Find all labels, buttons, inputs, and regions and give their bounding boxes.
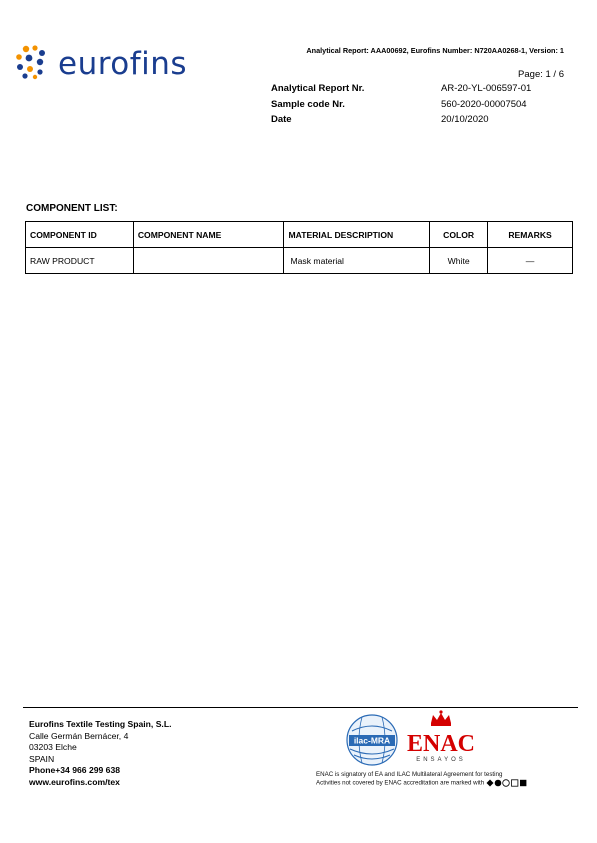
column-header: COLOR — [430, 222, 488, 248]
enac-logo-text: ENAC — [406, 731, 476, 757]
meta-value: 20/10/2020 — [441, 114, 489, 125]
table-cell: — — [488, 248, 573, 274]
enac-accreditation-note — [316, 771, 530, 788]
address-line: Calle Germán Bernácer, 4 — [29, 730, 129, 741]
eurofins-logo — [14, 44, 189, 84]
address-country: SPAIN — [29, 753, 55, 764]
footer-divider — [23, 707, 578, 708]
meta-label: Date — [271, 114, 292, 125]
table-cell: Mask material — [284, 248, 430, 274]
meta-value: 560-2020-00007504 — [441, 98, 527, 110]
ilac-mra-logo-icon — [346, 713, 398, 767]
meta-label: Sample code Nr. — [271, 98, 345, 110]
enac-note-line: Activities not covered by ENAC accreditation are marked with — [316, 779, 485, 787]
enac-sub-text: ENSAYOS — [416, 757, 466, 763]
report-header-line: Analytical Report: AAA00692, Eurofins Number: N720AA0268-1, Version: 1 — [306, 46, 564, 55]
enac-note-line: ENAC is signatory of EA and ILAC Multilateral Agreement for testing — [316, 771, 503, 778]
table-cell: White — [430, 248, 488, 274]
meta-value: AR-20-YL-006597-01 — [441, 83, 532, 94]
column-header: COMPONENT NAME — [133, 222, 284, 248]
enac-logo-icon — [400, 709, 482, 769]
company-name: Eurofins Textile Testing Spain, S.L. — [29, 719, 172, 729]
meta-label: Analytical Report Nr. — [271, 83, 365, 94]
column-header: MATERIAL DESCRIPTION — [284, 222, 430, 248]
company-address — [29, 719, 171, 788]
phone-number: Phone+34 966 299 638 — [29, 765, 121, 775]
table-header-row — [26, 222, 573, 248]
website-link: www.eurofins.com/tex — [29, 776, 120, 787]
table-cell — [133, 248, 284, 274]
logo-wordmark: eurofins — [58, 46, 188, 82]
column-header: COMPONENT ID — [26, 222, 134, 248]
ilac-text: ilac-MRA — [353, 735, 391, 746]
column-header: REMARKS — [488, 222, 573, 248]
component-table — [25, 221, 573, 274]
page-number: Page: 1 / 6 — [518, 69, 564, 80]
accreditation-marks-icon — [486, 779, 530, 787]
table-cell: RAW PRODUCT — [26, 248, 134, 274]
section-title: COMPONENT LIST: — [26, 203, 118, 214]
eurofins-dots-icon — [14, 44, 50, 80]
address-line: 03203 Elche — [29, 742, 77, 752]
table-row — [26, 248, 573, 274]
